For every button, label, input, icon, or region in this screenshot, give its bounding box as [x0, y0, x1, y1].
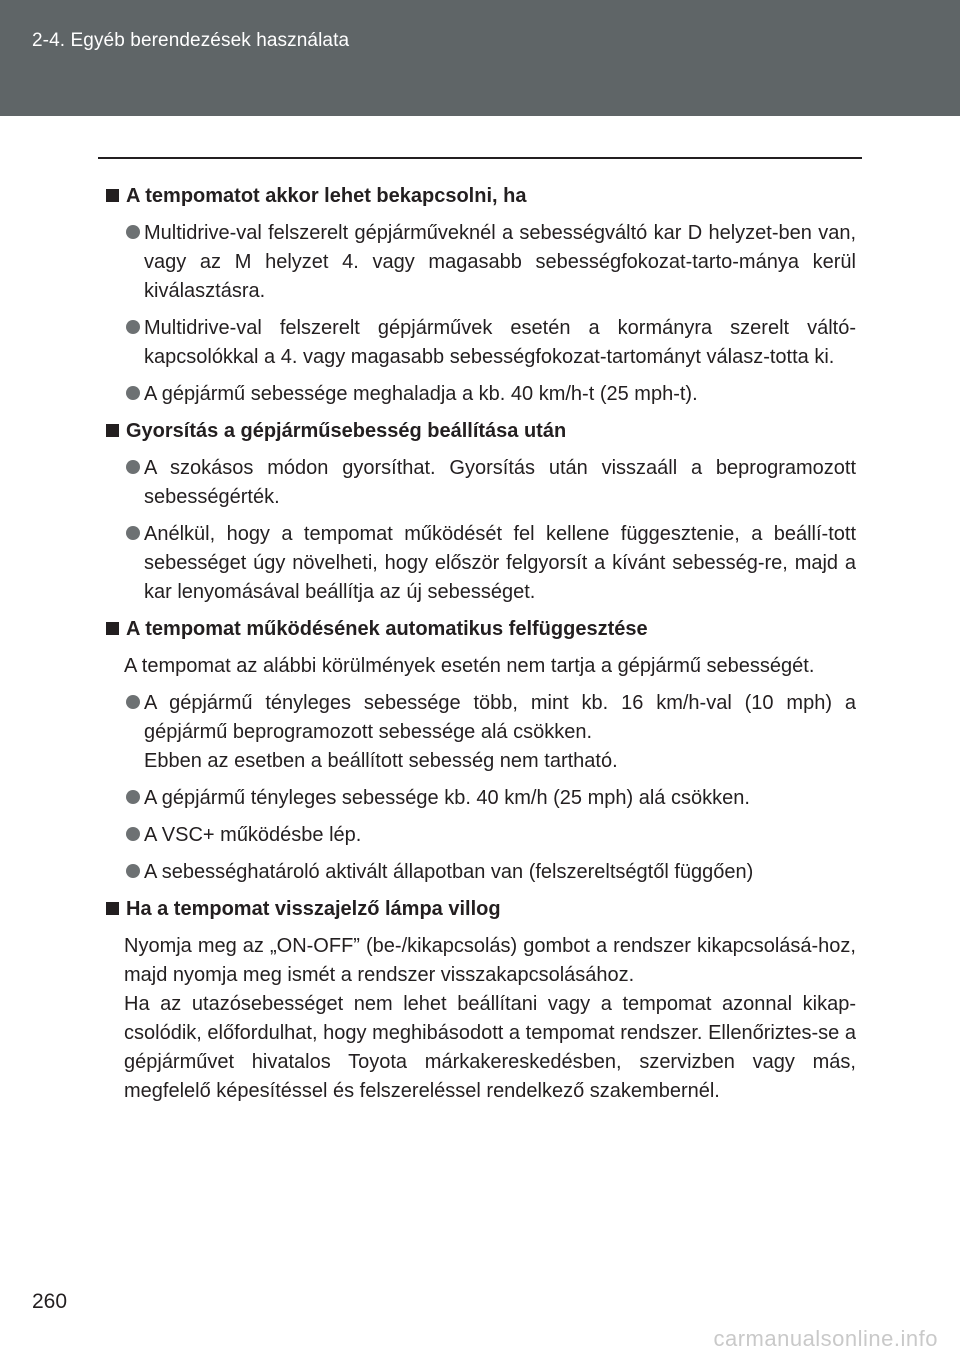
list-item-text: A gépjármű tényleges sebessége több, mint kb. 16 km/h-val (10 mph) a gépjármű beprogramozott sebessége alá csökken.	[144, 692, 856, 743]
section-intro: A tempomat az alábbi körülmények esetén nem tartja a gépjármű sebességét.	[124, 655, 815, 677]
list-item	[106, 314, 856, 372]
header-band	[0, 0, 960, 116]
list-item-text: Multidrive-val felszerelt gépjárműveknél a sebességváltó kar D helyzet-ben van, vagy az M helyzet 4. vagy magasabb sebességfokozat-tarto-mánya kerül kiválasztásra.	[144, 222, 856, 302]
list-item-text: A gépjármű tényleges sebessége kb. 40 km/h (25 mph) alá csökken.	[144, 787, 750, 809]
circle-bullet-icon	[126, 460, 140, 474]
list-item	[106, 784, 856, 813]
list-item-text: A gépjármű sebessége meghaladja a kb. 40 km/h-t (25 mph-t).	[144, 383, 698, 405]
section-heading-text: A tempomat működésének automatikus felfüggesztése	[126, 618, 648, 640]
circle-bullet-icon	[126, 695, 140, 709]
list-item-text: A sebességhatároló aktivált állapotban van (felszereltségtől függően)	[144, 861, 754, 883]
list-item-text: A VSC+ működésbe lép.	[144, 824, 362, 846]
square-bullet-icon	[106, 622, 119, 635]
list-item-text: Multidrive-val felszerelt gépjárművek esetén a kormányra szerelt váltó-kapcsolókkal a 4. vagy magasabb sebességfokozat-tartományt válasz-totta ki.	[144, 317, 856, 368]
list-item-note: Ebben az esetben a beállított sebesség nem tartható.	[144, 750, 618, 772]
list-item-text: Anélkül, hogy a tempomat működését fel kellene függesztenie, a beállí-tott sebességet úgy növelheti, hogy először felgyorsít a kívánt sebesség-re, majd a kar lenyomásával beállítja az új sebességet.	[144, 523, 856, 603]
section-title: 2-4. Egyéb berendezések használata	[32, 30, 350, 51]
paragraph: Ha az utazósebességet nem lehet beállítani vagy a tempomat azonnal kikap-csolódik, előfordulhat, hogy meghibásodott a tempomat rendszer. Ellenőriztes-se a gépjárművet hivatalos Toyota márkakereskedésben, szervizben vagy más, megfelelő képesítéssel és felszereléssel rendelkező szakembernél.	[124, 993, 856, 1102]
circle-bullet-icon	[126, 827, 140, 841]
list-item	[106, 821, 856, 850]
section-heading	[106, 895, 856, 924]
horizontal-rule	[98, 157, 862, 159]
watermark: carmanualsonline.info	[713, 1326, 938, 1351]
section-heading	[106, 417, 856, 446]
circle-bullet-icon	[126, 790, 140, 804]
circle-bullet-icon	[126, 225, 140, 239]
list-item	[106, 454, 856, 512]
page-content	[106, 182, 856, 1114]
list-item	[106, 689, 856, 776]
list-item-text: A szokásos módon gyorsíthat. Gyorsítás után visszaáll a beprogramozott sebességérték.	[144, 457, 856, 508]
square-bullet-icon	[106, 902, 119, 915]
list-item	[106, 380, 856, 409]
section-heading	[106, 615, 856, 644]
list-item	[106, 520, 856, 607]
section-heading-text: A tempomatot akkor lehet bekapcsolni, ha	[126, 185, 527, 207]
square-bullet-icon	[106, 189, 119, 202]
list-item	[106, 219, 856, 306]
section-heading	[106, 182, 856, 211]
circle-bullet-icon	[126, 386, 140, 400]
circle-bullet-icon	[126, 864, 140, 878]
circle-bullet-icon	[126, 320, 140, 334]
page-number: 260	[32, 1290, 68, 1313]
square-bullet-icon	[106, 424, 119, 437]
paragraph: Nyomja meg az „ON-OFF” (be-/kikapcsolás) gombot a rendszer kikapcsolásá-hoz, majd nyomja meg ismét a rendszer visszakapcsolásához.	[124, 935, 856, 986]
section-heading-text: Ha a tempomat visszajelző lámpa villog	[126, 898, 501, 920]
section-heading-text: Gyorsítás a gépjárműsebesség beállítása után	[126, 420, 567, 442]
list-item	[106, 858, 856, 887]
circle-bullet-icon	[126, 526, 140, 540]
